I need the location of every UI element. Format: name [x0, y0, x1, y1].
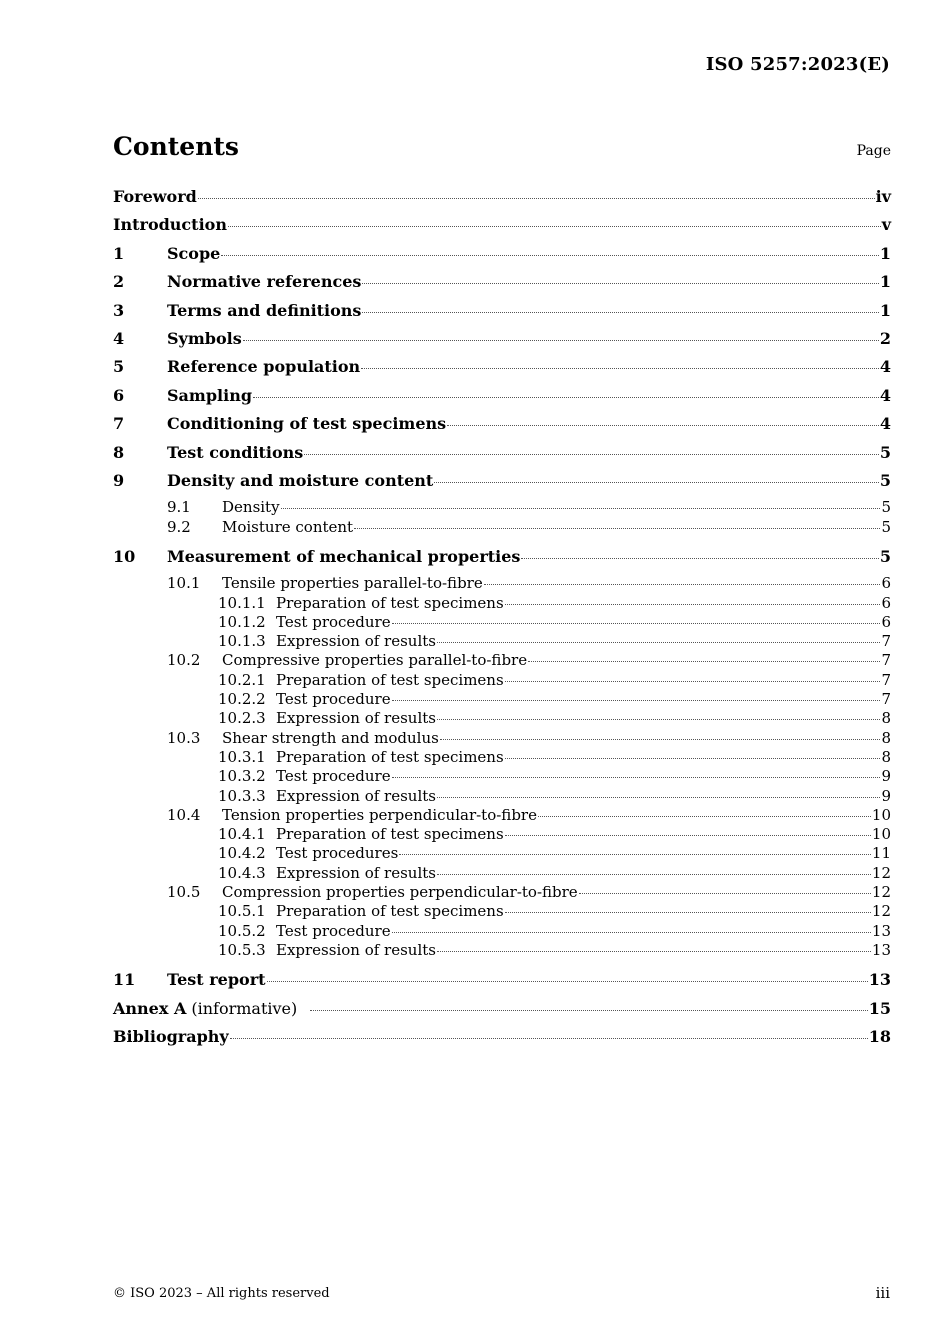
- toc-entry-title: Scope: [167, 243, 221, 263]
- toc-entry-page: 7: [881, 632, 891, 651]
- toc-entry[interactable]: [113, 546, 891, 574]
- toc-entry-number: 10.2.3: [218, 709, 266, 728]
- toc-entry[interactable]: [113, 300, 891, 328]
- dot-leader: [230, 1037, 868, 1039]
- toc-entry[interactable]: [113, 385, 891, 413]
- dot-leader: [228, 225, 881, 227]
- toc-entry-number: 10.4.2: [218, 844, 266, 863]
- toc-entry-page: 1: [879, 243, 891, 263]
- dot-leader: [392, 622, 881, 624]
- toc-entry-number: 10.5.1: [218, 902, 266, 921]
- toc-entry-number: 10.3.3: [218, 786, 266, 805]
- dot-leader: [505, 834, 871, 836]
- page-column-label: Page: [856, 143, 891, 159]
- toc-entry-number: 5: [113, 357, 125, 377]
- toc-entry-number: 2: [113, 272, 125, 292]
- toc-entry-title: Annex A: [113, 998, 187, 1018]
- toc-entry-number: 11: [113, 970, 136, 990]
- toc-entry-number: 10.2.1: [218, 670, 266, 689]
- toc-entry-title: Test report: [167, 970, 266, 990]
- toc-entry-number: 9: [113, 470, 125, 490]
- toc-entry-title: Tensile properties parallel-to-fibre: [222, 574, 483, 593]
- toc-entry-number: 10.3.2: [218, 767, 266, 786]
- toc-entry[interactable]: [113, 613, 891, 632]
- toc-entry-title: Bibliography: [113, 1027, 229, 1046]
- toc-entry[interactable]: [113, 709, 891, 728]
- toc-entry-page: 13: [871, 940, 891, 959]
- toc-entry[interactable]: [113, 1026, 891, 1054]
- toc-entry[interactable]: [113, 690, 891, 709]
- dot-leader: [362, 282, 878, 284]
- page-title: Contents: [113, 132, 240, 161]
- toc-entry[interactable]: [113, 574, 891, 593]
- toc-entry-number: 6: [113, 385, 125, 405]
- dot-leader: [505, 911, 871, 913]
- toc-entry-number: 10.5: [167, 883, 201, 902]
- dot-leader: [579, 892, 871, 894]
- toc-entry-title: Introduction: [113, 215, 227, 235]
- toc-entry-title: Expression of results: [276, 863, 436, 882]
- dot-leader: [447, 424, 879, 426]
- dot-leader: [392, 931, 871, 933]
- toc-entry-page: 7: [881, 670, 891, 689]
- toc-entry-number: 10.2.2: [218, 690, 266, 709]
- toc-entry[interactable]: [113, 356, 891, 384]
- dot-leader: [437, 641, 880, 643]
- toc-entry-number: 9.1: [167, 498, 191, 517]
- toc-entry-page: 13: [871, 921, 891, 940]
- toc-entry[interactable]: [113, 922, 891, 941]
- toc-entry-title: Reference population: [167, 357, 361, 377]
- toc-entry-page: 12: [871, 883, 891, 902]
- dot-leader: [528, 660, 880, 662]
- dot-leader: [538, 815, 871, 817]
- toc-entry-page: 5: [879, 442, 891, 462]
- toc-entry-title: Expression of results: [276, 786, 436, 805]
- toc-entry-page: 5: [879, 470, 891, 490]
- toc-entry-page: 1: [879, 300, 891, 320]
- dot-leader: [267, 980, 868, 982]
- toc-entry-number: 10: [113, 546, 136, 566]
- toc-entry-title: Preparation of test specimens: [276, 747, 504, 766]
- toc-entry[interactable]: [113, 883, 891, 902]
- toc-entry[interactable]: [113, 902, 891, 921]
- toc-entry-number: 1: [113, 243, 125, 263]
- dot-leader: [437, 796, 880, 798]
- dot-leader: [362, 311, 878, 313]
- dot-leader: [505, 603, 881, 605]
- toc-entry[interactable]: [113, 413, 891, 441]
- dot-leader: [437, 950, 871, 952]
- toc-entry[interactable]: [113, 729, 891, 748]
- toc-entry-number: 10.5.3: [218, 940, 266, 959]
- toc-entry-page: 6: [881, 574, 891, 593]
- toc-entry[interactable]: [113, 825, 891, 844]
- toc-entry[interactable]: [113, 214, 891, 242]
- toc-entry-title: Compressive properties parallel-to-fibre: [222, 651, 528, 670]
- toc-entry-page: 1: [879, 272, 891, 292]
- toc-entry-page: 4: [879, 414, 891, 434]
- toc-entry-page: 5: [879, 546, 891, 566]
- toc-entry-number: 10.4: [167, 805, 201, 824]
- toc-entry-title: Preparation of test specimens: [276, 670, 504, 689]
- toc-entry[interactable]: [113, 998, 891, 1026]
- toc-entry-page: 7: [881, 690, 891, 709]
- dot-leader: [440, 738, 881, 740]
- toc-entry-page: iv: [875, 187, 891, 206]
- toc-entry-title: Expression of results: [276, 940, 436, 959]
- toc-entry-number: 10.2: [167, 651, 201, 670]
- dot-leader: [198, 197, 875, 199]
- toc-entry-title: Terms and definitions: [167, 300, 362, 320]
- toc-entry[interactable]: [113, 941, 891, 960]
- toc-entry[interactable]: [113, 328, 891, 356]
- toc-entry-number: 10.5.2: [218, 921, 266, 940]
- dot-leader: [354, 527, 880, 529]
- toc-entry-number: 8: [113, 442, 125, 462]
- toc-entry-title: Sampling: [167, 385, 253, 405]
- toc-entry[interactable]: [113, 271, 891, 299]
- toc-entry-page: 9: [881, 786, 891, 805]
- toc-entry[interactable]: [113, 594, 891, 613]
- toc-entry-number: 7: [113, 414, 125, 434]
- toc-entry-title: Test procedure: [276, 690, 391, 709]
- toc-entry-title: Density: [222, 498, 280, 517]
- toc-entry-page: 12: [871, 863, 891, 882]
- dot-leader: [437, 718, 880, 720]
- toc-entry-title: Symbols: [167, 328, 242, 348]
- toc-entry-title: Preparation of test specimens: [276, 593, 504, 612]
- document-identifier: ISO 5257:2023(E): [705, 54, 890, 75]
- dot-leader: [221, 254, 879, 256]
- toc-entry-title: Moisture content: [222, 517, 354, 536]
- toc-entry[interactable]: [113, 498, 891, 517]
- toc-entry-page: 6: [881, 612, 891, 631]
- toc-entry-title: Test conditions: [167, 442, 304, 462]
- dot-leader: [310, 1009, 867, 1011]
- toc-entry[interactable]: [113, 243, 891, 271]
- toc-entry-number: 10.3: [167, 728, 201, 747]
- toc-entry-page: 6: [881, 593, 891, 612]
- toc-entry-page: 5: [881, 517, 891, 536]
- toc-entry-number: 3: [113, 300, 125, 320]
- toc-entry[interactable]: [113, 767, 891, 786]
- toc-entry-number: 4: [113, 328, 125, 348]
- toc-entry[interactable]: [113, 864, 891, 883]
- toc-entry[interactable]: [113, 186, 891, 214]
- toc-entry-page: 9: [881, 767, 891, 786]
- dot-leader: [521, 557, 878, 559]
- dot-leader: [505, 680, 881, 682]
- toc-entry-page: 12: [871, 902, 891, 921]
- toc-entry[interactable]: [113, 632, 891, 651]
- toc-entry-title: Preparation of test specimens: [276, 825, 504, 844]
- toc-entry[interactable]: [113, 518, 891, 537]
- toc-entry-page: 5: [881, 498, 891, 517]
- toc-entry-page: v: [881, 215, 891, 235]
- toc-entry-page: 4: [879, 357, 891, 377]
- toc-entry[interactable]: [113, 442, 891, 470]
- toc-entry[interactable]: [113, 806, 891, 825]
- toc-entry-title: Tension properties perpendicular-to-fibre: [222, 805, 537, 824]
- toc-entry-title: Compression properties perpendicular-to-fibre: [222, 883, 578, 902]
- toc-entry-page: 4: [879, 385, 891, 405]
- toc-entry-page: 2: [879, 328, 891, 348]
- toc-entry-number: 10.1: [167, 574, 201, 593]
- toc-entry-title: Normative references: [167, 272, 362, 292]
- dot-leader: [243, 339, 879, 341]
- toc-entry-title: Conditioning of test specimens: [167, 414, 447, 434]
- toc-entry-number: 10.1.1: [218, 593, 266, 612]
- toc-entry[interactable]: [113, 787, 891, 806]
- toc-entry-title: Test procedure: [276, 612, 391, 631]
- toc-entry-title: Expression of results: [276, 632, 436, 651]
- dot-leader: [281, 507, 881, 509]
- dot-leader: [437, 873, 871, 875]
- dot-leader: [361, 367, 879, 369]
- page-number: iii: [875, 1284, 890, 1302]
- toc-entry-number: 10.1.2: [218, 612, 266, 631]
- dot-leader: [484, 583, 881, 585]
- toc-entry-annex-note: (informative): [191, 998, 298, 1018]
- toc-entry-page: 8: [881, 728, 891, 747]
- dot-leader: [392, 776, 881, 778]
- toc-entry[interactable]: [113, 969, 891, 997]
- toc-entry-number: 10.1.3: [218, 632, 266, 651]
- dot-leader: [399, 853, 871, 855]
- toc-entry-title: Preparation of test specimens: [276, 902, 504, 921]
- toc-entry-page: 15: [868, 998, 891, 1018]
- toc-entry-page: 18: [868, 1027, 891, 1046]
- toc-entry-title: Expression of results: [276, 709, 436, 728]
- toc-entry-page: 11: [871, 844, 891, 863]
- toc-entry[interactable]: [113, 844, 891, 863]
- toc-entry-title: Test procedure: [276, 921, 391, 940]
- toc-entry-title: Measurement of mechanical properties: [167, 546, 521, 566]
- toc-entry-page: 8: [881, 747, 891, 766]
- dot-leader: [392, 699, 881, 701]
- toc-entry-page: 7: [881, 651, 891, 670]
- toc-entry-page: 10: [871, 825, 891, 844]
- toc-entry-page: 10: [871, 805, 891, 824]
- copyright-notice: © ISO 2023 – All rights reserved: [113, 1286, 330, 1301]
- toc-entry-title: Test procedure: [276, 767, 391, 786]
- contents-heading-row: [113, 132, 891, 161]
- toc-entry-title: Foreword: [113, 187, 197, 206]
- toc-entry-page: 8: [881, 709, 891, 728]
- toc-entry[interactable]: [113, 671, 891, 690]
- toc-entry-number: 10.3.1: [218, 747, 266, 766]
- toc-entry-title: Shear strength and modulus: [222, 728, 439, 747]
- dot-leader: [253, 396, 879, 398]
- toc-entry-number: 9.2: [167, 517, 191, 536]
- toc-entry[interactable]: [113, 651, 891, 670]
- dot-leader: [304, 453, 879, 455]
- toc-entry-number: 10.4.1: [218, 825, 266, 844]
- toc-entry-title: Test procedures: [276, 844, 399, 863]
- toc-entry-number: 10.4.3: [218, 863, 266, 882]
- dot-leader: [505, 757, 881, 759]
- toc-entry-title: Density and moisture content: [167, 470, 434, 490]
- toc-entry[interactable]: [113, 470, 891, 498]
- table-of-contents: [113, 186, 891, 1054]
- toc-entry[interactable]: [113, 748, 891, 767]
- dot-leader: [434, 481, 879, 483]
- toc-entry-page: 13: [868, 970, 891, 990]
